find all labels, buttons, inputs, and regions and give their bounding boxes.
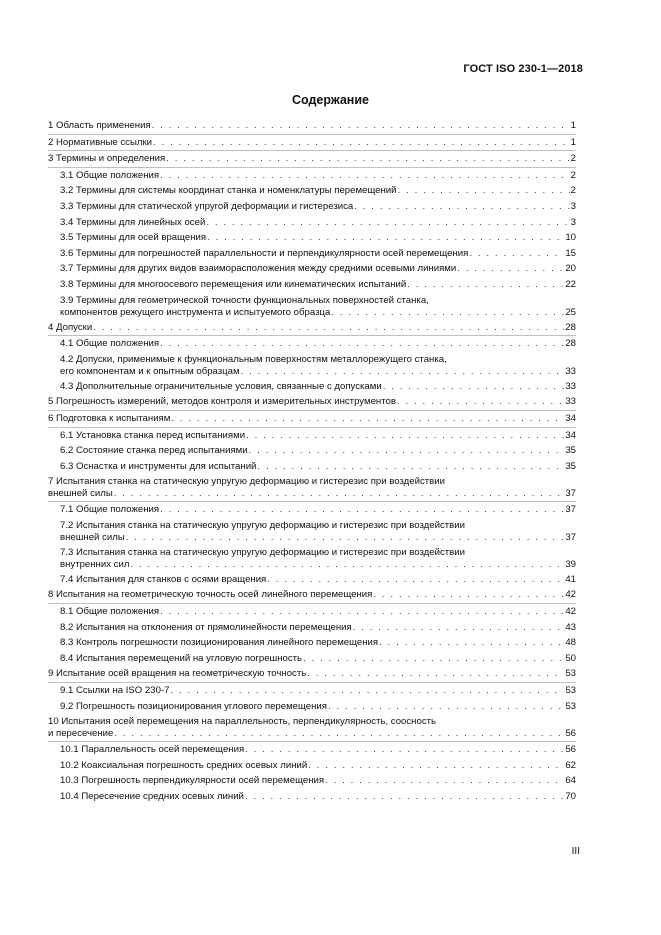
- toc-entry-title: 7.4 Испытания для станков с осями вращения: [60, 573, 267, 585]
- toc-page-number: 56: [565, 728, 576, 740]
- toc-entry-title: 3.9 Термины для геометрической точности функциональных поверхностей станка,: [60, 294, 429, 306]
- toc-entry-title: 9.2 Погрешность позиционирования углового перемещения: [60, 700, 327, 712]
- toc-page-number: 3: [570, 200, 576, 212]
- toc-page-number: 15: [565, 247, 576, 259]
- toc-entry: [48, 135, 576, 152]
- toc-leader-dots: [331, 307, 564, 319]
- page-title: Содержание: [291, 93, 369, 107]
- toc-entry-title: 4.2 Допуски, применимые к функциональным поверхностям металлорежущего станка,: [60, 353, 447, 365]
- toc-entry: [48, 199, 576, 215]
- toc-entry-title: 1 Область применения: [48, 120, 151, 131]
- toc-leader-dots: [267, 572, 564, 588]
- toc-page-number: 34: [565, 412, 576, 424]
- toc-entry-title-cont: внешней силы: [60, 531, 125, 543]
- toc-page-number: 37: [565, 504, 576, 516]
- toc-entry: [48, 773, 576, 789]
- toc-entry-title: 6.2 Состояние станка перед испытаниями: [60, 445, 248, 457]
- toc-page-number: 33: [565, 380, 576, 392]
- toc-entry-title: 7.1 Общие положения: [60, 504, 160, 516]
- toc-leader-dots: [241, 366, 565, 378]
- toc-entry-title: 3.4 Термины для линейных осей: [60, 216, 206, 228]
- toc-entry: [48, 183, 576, 199]
- toc-page-number: 43: [565, 621, 576, 633]
- table-of-contents: [48, 118, 576, 805]
- toc-entry-line: [60, 532, 576, 544]
- toc-leader-dots: [398, 183, 570, 199]
- toc-entry-title: 10.2 Коаксиальная погрешность средних осевых линий: [60, 759, 308, 771]
- toc-entry-title: 6.3 Оснастка и инструменты для испытаний: [60, 460, 257, 472]
- toc-page-number: 34: [565, 429, 576, 441]
- toc-leader-dots: [206, 215, 569, 231]
- toc-leader-dots: [160, 336, 564, 352]
- toc-entry-line: [48, 488, 576, 500]
- toc-page-number: 42: [565, 606, 576, 618]
- toc-entry: [48, 336, 576, 352]
- toc-page-number: 28: [565, 321, 576, 333]
- toc-entry: [48, 742, 576, 758]
- toc-entry-title: 2 Нормативные ссылки: [48, 136, 153, 148]
- toc-entry-title: 3 Термины и определения: [48, 153, 166, 165]
- toc-page-number: 48: [565, 637, 576, 649]
- toc-entry: [48, 293, 576, 320]
- toc-entry: [48, 518, 576, 545]
- toc-leader-dots: [373, 587, 564, 603]
- toc-leader-dots: [126, 532, 565, 544]
- toc-leader-dots: [245, 742, 564, 758]
- toc-page-number: 41: [565, 573, 576, 585]
- toc-entry: [48, 789, 576, 805]
- toc-leader-dots: [93, 320, 564, 336]
- toc-entry-line: [60, 307, 576, 319]
- toc-entry-title: 9 Испытание осей вращения на геометрическую точность: [48, 668, 307, 680]
- toc-leader-dots: [130, 559, 564, 571]
- toc-page-number: 53: [565, 685, 576, 697]
- toc-entry-title: 8 Испытания на геометрическую точность осей линейного перемещения: [48, 589, 373, 601]
- toc-entry-title: 8.1 Общие положения: [60, 606, 160, 618]
- toc-entry-title: 7.2 Испытания станка на статическую упругую деформацию и гистерезис при воздействии: [60, 519, 465, 531]
- toc-leader-dots: [397, 394, 564, 410]
- toc-leader-dots: [207, 230, 564, 246]
- toc-page-number: 33: [565, 396, 576, 408]
- toc-page-number: 20: [565, 263, 576, 275]
- toc-page-number: 10: [565, 232, 576, 244]
- toc-entry-title: 5 Погрешность измерений, методов контроля и измерительных инструментов: [48, 396, 396, 408]
- toc-leader-dots: [307, 666, 564, 682]
- toc-entry-title-cont: внутренних сил: [60, 558, 130, 570]
- toc-entry-title-cont: и пересечение: [48, 728, 114, 740]
- toc-leader-dots: [379, 635, 564, 651]
- toc-leader-dots: [160, 502, 564, 518]
- toc-page-number: 62: [565, 759, 576, 771]
- toc-entry: [48, 651, 576, 667]
- toc-entry: [48, 604, 576, 620]
- toc-page-number: 42: [565, 589, 576, 601]
- toc-entry: [48, 379, 576, 395]
- toc-leader-dots: [383, 379, 565, 395]
- toc-entry: [48, 215, 576, 231]
- toc-entry: [48, 635, 576, 651]
- toc-page-number: 22: [565, 278, 576, 290]
- toc-entry: [48, 620, 576, 636]
- toc-page-number: 37: [565, 531, 576, 543]
- toc-page-number: 53: [565, 700, 576, 712]
- toc-entry: [48, 230, 576, 246]
- toc-page-number: 37: [565, 488, 576, 500]
- toc-entry-title: 4.1 Общие положения: [60, 338, 160, 350]
- toc-leader-dots: [160, 168, 570, 184]
- toc-leader-dots: [153, 135, 570, 151]
- document-header: ГОСТ ISO 230-1—2018: [463, 63, 583, 75]
- toc-entry: [48, 545, 576, 572]
- toc-page-number: 33: [565, 365, 576, 377]
- toc-leader-dots: [308, 758, 564, 774]
- toc-leader-dots: [246, 428, 564, 444]
- toc-leader-dots: [257, 459, 564, 475]
- toc-page-number: 53: [565, 668, 576, 680]
- toc-leader-dots: [171, 411, 564, 427]
- toc-entry-title: 8.2 Испытания на отклонения от прямолинейности перемещения: [60, 621, 352, 633]
- toc-page-number: 39: [565, 558, 576, 570]
- toc-entry-title: 10.1 Параллельность осей перемещения: [60, 744, 245, 756]
- toc-entry: [48, 428, 576, 444]
- toc-entry: [48, 352, 576, 379]
- toc-entry-title: 3.2 Термины для системы координат станка и номенклатуры перемещений: [60, 185, 397, 197]
- toc-entry-title: 9.1 Ссылки на ISO 230-7: [60, 685, 170, 697]
- toc-entry-title-cont: компонентов режущего инструмента и испытуемого образца: [60, 306, 331, 318]
- toc-leader-dots: [354, 199, 569, 215]
- toc-entry: [48, 443, 576, 459]
- toc-entry: [48, 277, 576, 293]
- toc-page-number: 2: [570, 169, 576, 181]
- toc-entry-title: 8.4 Испытания перемещений на угловую погрешность: [60, 652, 303, 664]
- toc-entry-line: [60, 559, 576, 571]
- toc-entry-title: 8.3 Контроль погрешности позиционирования линейного перемещения: [60, 637, 379, 649]
- toc-entry-title: 10.3 Погрешность перпендикулярности осей перемещения: [60, 775, 325, 787]
- toc-entry-title: 3.3 Термины для статической упругой деформации и гистерезиса: [60, 200, 354, 212]
- toc-entry: [48, 320, 576, 337]
- toc-leader-dots: [407, 277, 564, 293]
- toc-page-number: 35: [565, 445, 576, 457]
- toc-entry: [48, 474, 576, 502]
- toc-leader-dots: [325, 773, 564, 789]
- toc-page-number: 25: [565, 306, 576, 318]
- toc-entry-title: 6.1 Установка станка перед испытаниями: [60, 429, 246, 441]
- toc-leader-dots: [114, 728, 564, 740]
- toc-entry-title: 7.3 Испытания станка на статическую упругую деформацию и гистерезис при воздействии: [60, 546, 465, 558]
- toc-entry-title: 7 Испытания станка на статическую упругую деформацию и гистерезис при воздействии: [48, 476, 445, 488]
- toc-entry-title: 4 Допуски: [48, 321, 93, 333]
- toc-page-number: 50: [565, 652, 576, 664]
- toc-entry: [48, 758, 576, 774]
- toc-entry-title: 3.6 Термины для погрешностей параллельности и перпендикулярности осей перемещения: [60, 247, 469, 259]
- toc-page-number: 28: [565, 338, 576, 350]
- toc-entry-title: 4.3 Дополнительные ограничительные условия, связанные с допусками: [60, 380, 382, 392]
- toc-leader-dots: [328, 699, 564, 715]
- toc-leader-dots: [353, 620, 565, 636]
- toc-entry-title: 3.1 Общие положения: [60, 169, 160, 181]
- toc-page-number: 64: [565, 775, 576, 787]
- toc-entry-title: 3.8 Термины для многоосевого перемещения или кинематических испытаний: [60, 278, 407, 290]
- toc-page-number: 35: [565, 460, 576, 472]
- toc-entry: [48, 502, 576, 518]
- toc-entry-title: 3.5 Термины для осей вращения: [60, 232, 207, 244]
- toc-page-number: 56: [565, 744, 576, 756]
- toc-entry: [48, 683, 576, 699]
- page-number: III: [571, 846, 580, 857]
- toc-entry: [48, 168, 576, 184]
- toc-page-number: 3: [570, 216, 576, 228]
- toc-leader-dots: [303, 651, 564, 667]
- toc-entry-line: [48, 728, 576, 740]
- toc-entry: [48, 714, 576, 742]
- toc-leader-dots: [152, 118, 570, 134]
- toc-leader-dots: [166, 151, 569, 167]
- toc-entry: [48, 459, 576, 475]
- toc-entry: [48, 699, 576, 715]
- toc-entry-title: 3.7 Термины для других видов взаиморасположения между средними осевыми линиями: [60, 263, 457, 275]
- toc-leader-dots: [245, 789, 564, 805]
- toc-page-number: 2: [570, 185, 576, 197]
- toc-entry-title-cont: его компонентам и к опытным образцам: [60, 365, 240, 377]
- toc-page-number: 70: [565, 791, 576, 802]
- toc-leader-dots: [160, 604, 564, 620]
- toc-leader-dots: [457, 261, 564, 277]
- toc-entry: [48, 118, 576, 135]
- toc-page-number: 2: [570, 153, 576, 165]
- toc-entry: [48, 411, 576, 428]
- toc-leader-dots: [469, 246, 564, 262]
- toc-entry: [48, 261, 576, 277]
- toc-page-number: 1: [570, 136, 576, 148]
- toc-entry: [48, 246, 576, 262]
- toc-entry: [48, 394, 576, 411]
- toc-page-number: 1: [570, 120, 576, 131]
- toc-leader-dots: [114, 488, 565, 500]
- toc-entry-title: 10 Испытания осей перемещения на параллельность, перпендикулярность, соосность: [48, 716, 437, 728]
- toc-entry: [48, 666, 576, 683]
- toc-entry-title-cont: внешней силы: [48, 488, 113, 500]
- toc-entry: [48, 151, 576, 168]
- toc-entry-line: [60, 366, 576, 378]
- toc-entry-title: 6 Подготовка к испытаниям: [48, 412, 171, 424]
- toc-leader-dots: [249, 443, 565, 459]
- toc-entry-title: 10.4 Пересечение средних осевых линий: [60, 791, 244, 802]
- toc-entry: [48, 587, 576, 604]
- toc-entry: [48, 572, 576, 588]
- toc-leader-dots: [170, 683, 564, 699]
